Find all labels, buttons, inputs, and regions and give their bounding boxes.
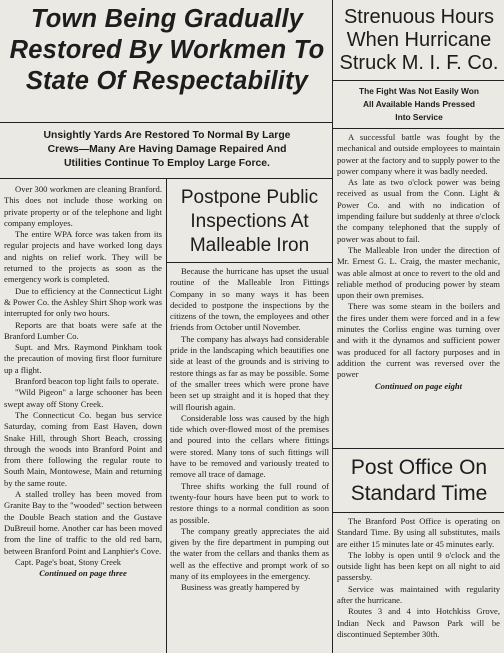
middle-story-body [170,266,329,594]
right-headline-line-1: Strenuous Hours [343,6,495,28]
post-office-headline-line-2: Standard Time [350,482,488,505]
headline-rule [0,122,332,123]
right-headline-line-2: When Hurricane [346,29,492,51]
post-office-headline-rule [333,512,504,513]
middle-headline-line-3: Malleable Iron [189,235,310,256]
main-deck [4,129,330,171]
paragraph: There was some steam in the boilers and the fires under them were forced and in a few minutes the Corliss engine was turning over and with it the dynamos and sufficient power was produced for all factory purposes and in addition the current was reversed over the power [337,301,500,380]
main-deck-line-3: Utilities Continue To Employ Large Force. [64,158,270,169]
right-headline [336,6,502,75]
paragraph: Three shifts working the full round of twenty-four hours have been put to work to restore things to a normal condition as soon as possible. [170,480,329,525]
paragraph: As late as two o'clock power was being received as usual from the Conn. Light & Power Co. and with no indication of impending failure but suddenly at three o'clock the company telephoned that the supply of power was about to fail. [337,177,500,244]
paragraph: The Branford Post Office is operating on Standard Time. By using all substitutes, mails are either 15 minutes late or 45 minutes early. [337,516,500,549]
right-deck-line-1: The Fight Was Not Easily Won [358,86,480,96]
paragraph: Routes 3 and 4 into Hotchkiss Grove, Indian Neck and Pawson Park will be discontinued September 30th. [337,606,500,639]
right-deck-line-2: All Available Hands Pressed [362,99,476,109]
continued-line: Continued on page eight [374,380,463,391]
paragraph: A stalled trolley has been moved from Granite Bay to the "wooded" section between the Double Beach station and the Gustave DuBreuil home. Another car has been moved from the line of traffic to the old red barn, between Branford Point and Lanphier's Cove. [4,489,162,556]
column-divider-right [332,0,333,653]
main-deck-line-2: Crews—Many Are Having Damage Repaired And [47,144,287,155]
paragraph: Considerable loss was caused by the high tide which over-flowed most of the premises and poured into the cellars where fittings were stored. Many tons of such fittings will have to be removed and variously treated to remove all trace of damage. [170,412,329,480]
main-headline-line-2: Restored By Workmen To [9,36,325,64]
paragraph: Reports are that boats were safe at the Branford Lumber Co. [4,319,162,341]
paragraph: The entire WPA force was taken from its regular projects and have worked long days and nights on relief work. They will be returned to the projects as soon as the emergency work is completed. [4,229,162,285]
right-story-body [337,132,500,392]
paragraph: Business was greatly hampered by [181,582,300,593]
paragraph: The Connecticut Co. began bus service Saturday, coming from East Haven, down Snake Hill, through Short Beach, crossing through the woods into Branford Point and from there following the regular route to South Main, Montowese, Main and returning by the same route. [4,409,162,488]
right-story-bottom-rule [333,448,504,449]
column-divider-left [166,179,167,653]
post-office-headline-line-1: Post Office On [350,456,488,479]
main-deck-line-1: Unsightly Yards Are Restored To Normal By Large [43,130,291,141]
middle-headline-line-1: Postpone Public [180,187,319,208]
paragraph: Because the hurricane has upset the usual routine of the Malleable Iron Fittings Company in so many ways it has been decided to postpone the inspections by the citizens of the town, the employees and other friends from October until November. [170,266,329,333]
paragraph: The company greatly appreciates the aid given by the fire department in pumping out the water from the cellars and thanks them as well as the effective and prompt work of so many of its employees in the emergency. [170,525,329,582]
paragraph: Supt. and Mrs. Raymond Pinkham took the precaution of moving first floor furniture up a flight. [4,342,162,375]
post-office-headline [336,455,502,507]
right-deck [336,85,502,124]
middle-headline [169,186,330,258]
paragraph: "Wild Pigeon" a large schooner has been swept away off Stony Creek. [4,387,162,409]
middle-headline-line-2: Inspections At [190,211,309,232]
right-headline-rule [333,80,504,81]
right-deck-rule [333,128,504,129]
paragraph: Capt. Page's boat, Stony Creek [15,556,122,567]
middle-headline-rule [166,262,332,263]
right-headline-line-3: Struck M. I. F. Co. [339,52,499,74]
continued-line: Continued on page three [39,568,127,579]
paragraph: A successful battle was fought by the mechanical and outside employees to maintain power at the factory and to supply power to the power company where it was badly needed. [337,132,500,176]
paragraph: Due to efficiency at the Connecticut Light & Power Co. the Ashley Shirt Shop work was interrupted for only two hours. [4,285,162,319]
main-headline-line-3: State Of Respectability [25,67,309,95]
paragraph: The company has always had considerable pride in the landscaping which beautifies one side at least of the grounds and is striving to restore things as far as may be possible. Some of the smaller trees which were prone have been set up straight and it is hoped that they will flourish again. [170,333,329,412]
post-office-story-body [337,516,500,640]
paragraph: Over 300 workmen are cleaning Branford. This does not include those working on private property or of the telephone and light company employes. [4,184,162,228]
main-story-body [4,184,162,579]
paragraph: The Malleable Iron under the direction of Mr. Ernest G. L. Craig, the master mechanic, was able almost at once to revert to the old and reliable method of producing power by steam upon their own premises. [337,244,500,301]
paragraph: The lobby is open until 9 o'clock and the outside light has been kept on all night to aid passersby. [337,549,500,583]
paragraph: Branford beacon top light fails to operate. [15,376,159,387]
paragraph: Service was maintained with regularity after the hurricane. [337,583,500,606]
right-deck-line-3: Into Service [395,112,443,122]
main-headline-line-1: Town Being Gradually [30,5,304,33]
main-headline [4,4,330,97]
